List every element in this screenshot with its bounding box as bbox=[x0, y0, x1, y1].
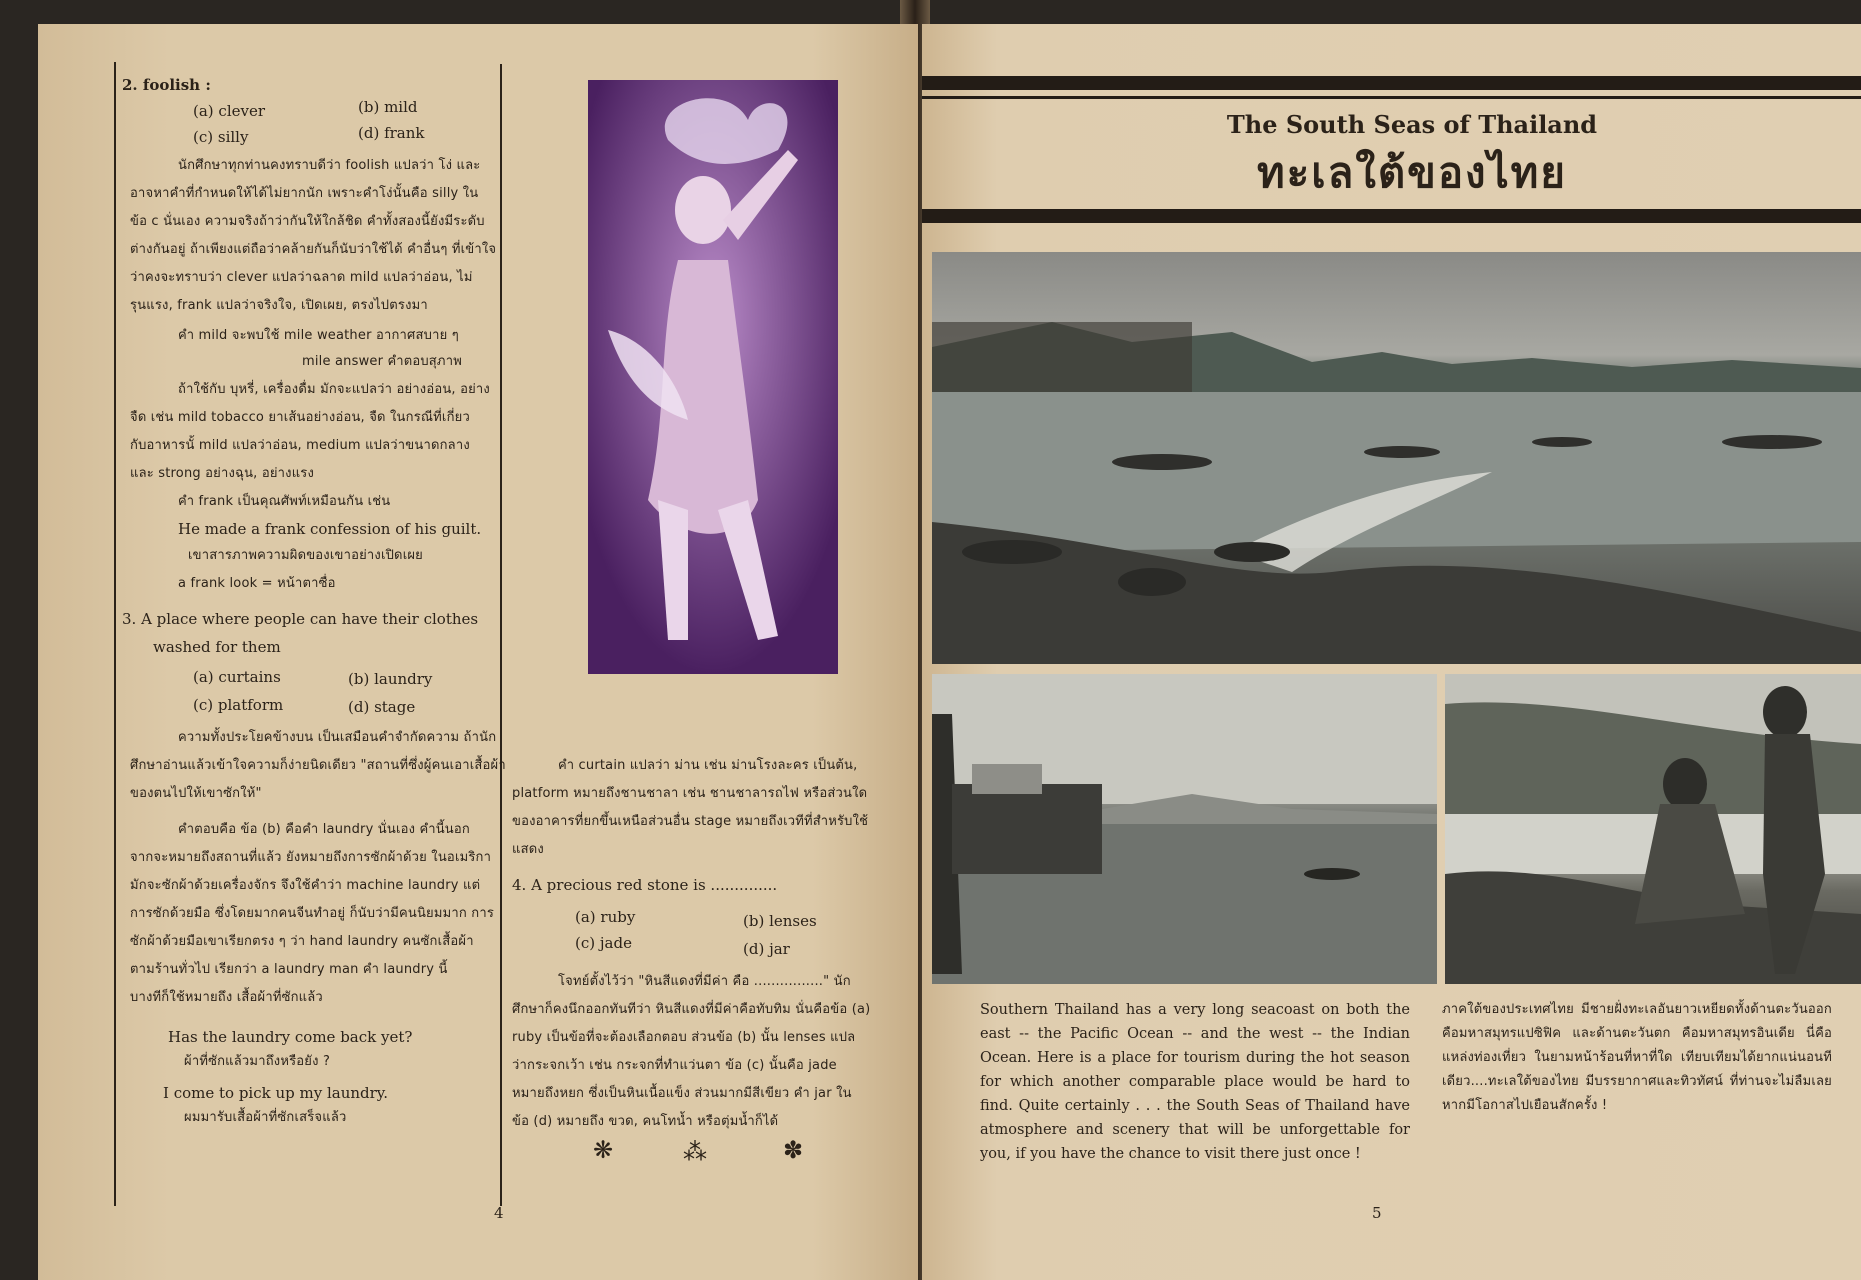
article-english-text: Southern Thailand has a very long seacoast on both the east -- the Pacific Ocean -- and the west -- the Indian Ocean. Here is a place for tourism during the hot season for which another comparable place would be hard to find. Quite certainly . . . the South Seas of Thailand have atmosphere and scenery that will be unforgettable for you, if you have the chance to visit there just once ! bbox=[980, 1002, 1410, 1162]
q4-explain-line-1: โจทย์ตั้งไว้ว่า "หินสีแดงที่มีค่า คือ ................" นัก bbox=[558, 974, 851, 989]
title-banner-bottom bbox=[922, 209, 1861, 223]
q2-option-a: (a) clever bbox=[193, 102, 266, 120]
q3-example-1-translation: ผ้าที่ซักแล้วมาถึงหรือยัง ? bbox=[184, 1054, 331, 1069]
couple-on-cliff-photo bbox=[1445, 674, 1861, 984]
frank-look-line: a frank look = หน้าตาซื่อ bbox=[178, 576, 336, 591]
ornament-flower-icon: ❋ bbox=[593, 1136, 614, 1164]
q2-explain-line-6: รุนแรง, frank แปลว่าจริงใจ, เปิดเผย, ตรงไปตรงมา bbox=[130, 298, 428, 313]
q2-option-c: (c) silly bbox=[193, 128, 249, 146]
q3-answer-line-5: ซักผ้าด้วยมือเขาเรียกตรง ๆ ว่า hand laundry คนซักเสื้อผ้า bbox=[130, 934, 474, 949]
mild-usage-line-2: mile answer คำตอบสุภาพ bbox=[302, 354, 462, 369]
left-margin-rule bbox=[114, 62, 116, 1206]
q4-explain-line-5: หมายถึงหยก ซึ่งเป็นหินเนื้อแข็ง ส่วนมากมีสีเขียว คำ jar ใน bbox=[512, 1086, 852, 1101]
mild-explain-line-1: ถ้าใช้กับ บุหรี่, เครื่องดื่ม มักจะแปลว่า อย่างอ่อน, อย่าง bbox=[178, 382, 490, 397]
q2-explain-line-1: นักศึกษาทุกท่านคงทราบดีว่า foolish แปลว่า โง่ และ bbox=[178, 158, 481, 173]
curtain-explain-line-2: platform หมายถึงชานชาลา เช่น ชานชาลารถไฟ หรือส่วนใด bbox=[512, 786, 868, 801]
frank-usage-line: คำ frank เป็นคุณศัพท์เหมือนกัน เช่น bbox=[178, 494, 391, 509]
q4-explain-line-6: ข้อ (d) หมายถึง ขวด, คนโทน้ำ หรือตุ่มน้ำก็ได้ bbox=[512, 1114, 779, 1129]
mild-explain-line-2: จืด เช่น mild tobacco ยาเส้นอย่างอ่อน, จืด ในกรณีที่เกี่ยว bbox=[130, 410, 470, 425]
q3-option-a: (a) curtains bbox=[193, 668, 281, 686]
page-number-right: 5 bbox=[1372, 1204, 1382, 1222]
article-title-thai: ทะเลใต้ของไทย bbox=[1257, 148, 1567, 197]
q4-explain-line-2: ศึกษาก็คงนึกออกทันทีว่า หินสีแดงที่มีค่าคือทับทิม นั่นคือข้อ (a) bbox=[512, 1002, 871, 1017]
q4-explain-line-4: ว่ากระจกเว้า เช่น กระจกที่ทำแว่นตา ข้อ (c) นั้นคือ jade bbox=[512, 1058, 837, 1073]
q3-example-2: I come to pick up my laundry. bbox=[163, 1084, 389, 1102]
mild-explain-line-4: และ strong อย่างฉุน, อย่างแรง bbox=[130, 466, 315, 481]
ornament-asterism-icon: ⁂ bbox=[683, 1138, 707, 1166]
q3-answer-line-1: คำตอบคือ ข้อ (b) คือคำ laundry นั่นเอง คำนี้นอก bbox=[178, 822, 470, 837]
right-page bbox=[922, 24, 1861, 1280]
q2-explain-line-3: ข้อ c นั่นเอง ความจริงถ้าว่ากันให้ใกล้ชิด คำทั้งสองนี้ยังมีระดับ bbox=[130, 214, 485, 229]
article-title-english: The South Seas of Thailand bbox=[1226, 110, 1598, 139]
q3-example-2-translation: ผมมารับเสื้อผ้าที่ซักเสร็จแล้ว bbox=[184, 1110, 347, 1125]
q2-option-b: (b) mild bbox=[358, 98, 418, 116]
coastline-illustration bbox=[932, 252, 1861, 664]
q3-answer-line-4: การซักด้วยมือ ซึ่งโดยมากคนจีนทำอยู่ ก็นับว่ามีคนนิยมมาก การ bbox=[130, 906, 495, 921]
couple-illustration bbox=[1445, 674, 1861, 984]
q3-answer-line-3: มักจะซักผ้าด้วยเครื่องจักร จึงใช้คำว่า machine laundry แต่ bbox=[130, 878, 481, 893]
q3-explain-line-2: ศึกษาอ่านแล้วเข้าใจความก็ง่ายนิดเดียว "สถานที่ซึ่งผู้คนเอาเสื้อผ้า bbox=[130, 758, 506, 773]
q3-option-d: (d) stage bbox=[348, 698, 416, 716]
q4-option-b: (b) lenses bbox=[743, 912, 817, 930]
q2-explain-line-4: ต่างกันอยู่ ถ้าเพียงแต่ถือว่าคล้ายกันก็นับว่าใช้ได้ คำอื่นๆ ที่เข้าใจ bbox=[130, 242, 497, 257]
q3-explain-line-1: ความทั้งประโยคข้างบน เป็นเสมือนคำจำกัดความ ถ้านัก bbox=[178, 730, 497, 745]
frank-example-sentence: He made a frank confession of his guilt. bbox=[178, 520, 482, 538]
q2-option-d: (d) frank bbox=[358, 124, 425, 142]
q3-option-c: (c) platform bbox=[193, 696, 284, 714]
q4-option-c: (c) jade bbox=[575, 934, 632, 952]
question-2-heading: 2. foolish : bbox=[122, 76, 211, 94]
q3-explain-line-3: ของตนไปให้เขาซักให้" bbox=[130, 786, 262, 801]
question-3-heading-line-2: washed for them bbox=[153, 638, 281, 656]
title-banner-top bbox=[922, 76, 1861, 90]
q2-explain-line-2: อาจหาคำที่กำหนดให้ได้ไม่ยากนัก เพราะคำโง่นั้นคือ silly ใน bbox=[130, 186, 479, 201]
question-3-heading-line-1: 3. A place where people can have their clothes bbox=[122, 610, 479, 628]
dancer-illustration bbox=[588, 80, 838, 674]
q2-explain-line-5: ว่าคงจะทราบว่า clever แปลว่าฉลาด mild แปลว่าอ่อน, ไม่ bbox=[130, 270, 473, 285]
ornament-star-icon: ✽ bbox=[783, 1136, 804, 1164]
coastline-photo bbox=[932, 252, 1861, 664]
article-thai-text: ภาคใต้ของประเทศไทย มีชายฝั่งทะเลอันยาวเหยียดทั้งด้านตะวันออก คือมหาสมุทรแปซิฟิค และด้านตะวันตก คือมหาสมุทรอินเดีย นี่คือแหล่งท่องเที่ยว ในยามหน้าร้อนที่หาที่ใด เทียบเทียมได้ยากแน่นอนทีเดียว....ทะเลใต้ของไทย มีบรรยากาศและทิวทัศน์ ที่ท่านจะไม่ลืมเลย หากมีโอกาสไปเยือนสักครั้ง ! bbox=[1442, 1002, 1832, 1113]
question-4-heading: 4. A precious red stone is .............. bbox=[512, 876, 778, 894]
q4-explain-line-3: ruby เป็นข้อที่จะต้องเลือกตอบ ส่วนข้อ (b) นั้น lenses แปล bbox=[512, 1030, 856, 1045]
q3-answer-line-6: ตามร้านทั่วไป เรียกว่า a laundry man คำ laundry นี้ bbox=[130, 962, 448, 977]
left-page bbox=[38, 24, 918, 1280]
frank-example-translation: เขาสารภาพความผิดของเขาอย่างเปิดเผย bbox=[188, 548, 423, 563]
column-divider-rule bbox=[500, 64, 502, 1206]
q3-example-1: Has the laundry come back yet? bbox=[168, 1028, 413, 1046]
q3-option-b: (b) laundry bbox=[348, 670, 433, 688]
harbor-photo bbox=[932, 674, 1437, 984]
dancer-photo bbox=[588, 80, 838, 674]
title-rule-thin-top bbox=[922, 96, 1861, 99]
curtain-explain-line-4: แสดง bbox=[512, 842, 544, 857]
q4-option-d: (d) jar bbox=[743, 940, 790, 958]
curtain-explain-line-3: ของอาคารที่ยกขึ้นเหนือส่วนอื่น stage หมายถึงเวทีที่สำหรับใช้ bbox=[512, 814, 869, 829]
mild-usage-line-1: คำ mild จะพบใช้ mile weather อากาศสบาย ๆ bbox=[178, 328, 459, 343]
q3-answer-line-7: บางทีก็ใช้หมายถึง เสื้อผ้าที่ซักแล้ว bbox=[130, 990, 323, 1005]
q3-answer-line-2: จากจะหมายถึงสถานที่แล้ว ยังหมายถึงการซักผ้าด้วย ในอเมริกา bbox=[130, 850, 492, 865]
mild-explain-line-3: กับอาหารนั้ mild แปลว่าอ่อน, medium แปลว่าขนาดกลาง bbox=[130, 438, 470, 453]
harbor-illustration bbox=[932, 674, 1437, 984]
curtain-explain-line-1: คำ curtain แปลว่า ม่าน เช่น ม่านโรงละคร เป็นต้น, bbox=[558, 758, 858, 773]
page-number-left: 4 bbox=[494, 1204, 504, 1222]
q4-option-a: (a) ruby bbox=[575, 908, 636, 926]
